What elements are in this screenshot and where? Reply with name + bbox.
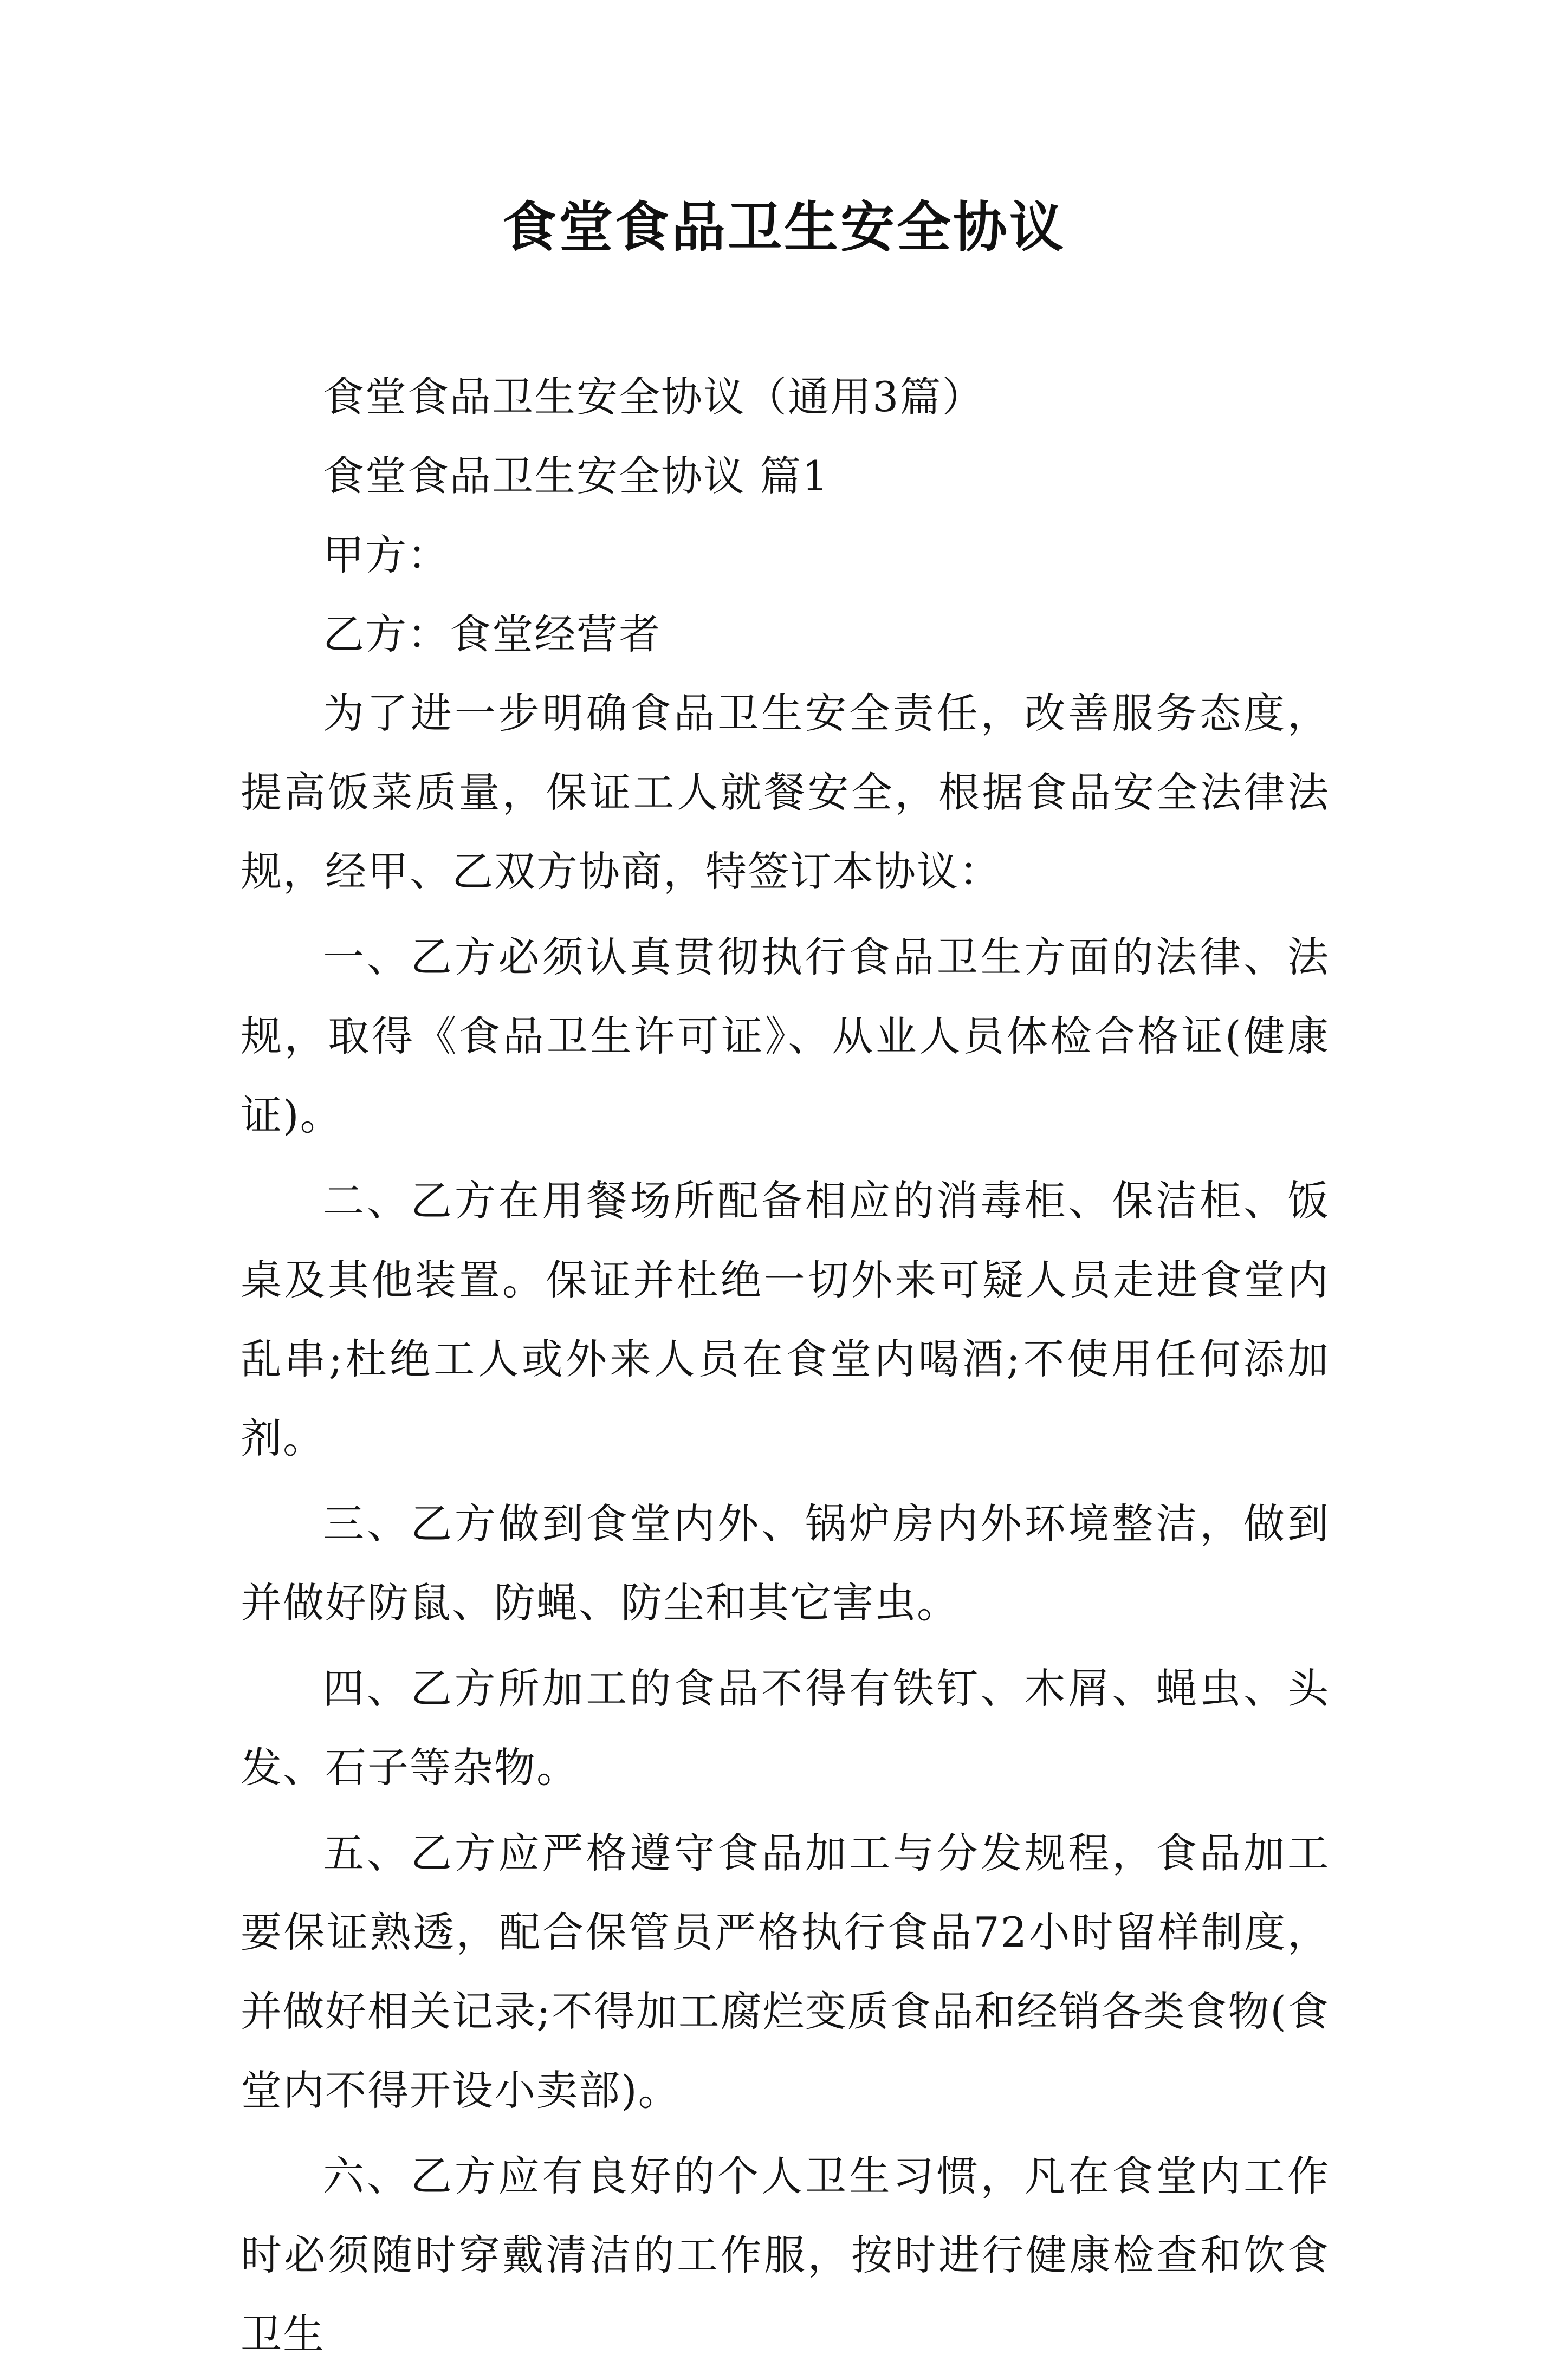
document-title: 食堂食品卫生安全协议	[502, 196, 1066, 259]
paragraph-article-heading: 食堂食品卫生安全协议 篇1	[323, 452, 830, 500]
paragraph-party-b: 乙方：食堂经营者	[323, 610, 661, 658]
paragraph-subtitle: 食堂食品卫生安全协议（通用3篇）	[323, 373, 984, 421]
paragraph-party-a: 甲方：	[323, 531, 450, 579]
document-body	[241, 358, 1330, 2374]
paragraph-preamble: 为了进一步明确食品卫生安全责任，改善服务态度，提高饭菜质量，保证工人就餐安全，根据食品安全法律法规，经甲、乙双方协商，特签订本协议：	[241, 689, 1330, 896]
paragraph-clause-3: 三、乙方做到食堂内外、锅炉房内外环境整洁，做到并做好防鼠、防蝇、防尘和其它害虫。	[241, 1500, 1330, 1627]
paragraph-clause-5: 五、乙方应严格遵守食品加工与分发规程，食品加工要保证熟透，配合保管员严格执行食品72小时留样制度，并做好相关记录;不得加工腐烂变质食品和经销各类食物(食堂内不得开设小卖部)。	[241, 1829, 1330, 2114]
paragraph-clause-6: 六、乙方应有良好的个人卫生习惯，凡在食堂内工作时必须随时穿戴清洁的工作服，按时进行健康检查和饮食卫生	[241, 2152, 1330, 2358]
paragraph-clause-4: 四、乙方所加工的食品不得有铁钉、木屑、蝇虫、头发、石子等杂物。	[241, 1664, 1330, 1792]
paragraph-clause-2: 二、乙方在用餐场所配备相应的消毒柜、保洁柜、饭桌及其他装置。保证并杜绝一切外来可疑人员走进食堂内乱串;杜绝工人或外来人员在食堂内喝酒;不使用任何添加剂。	[241, 1177, 1330, 1462]
paragraph-clause-1: 一、乙方必须认真贯彻执行食品卫生方面的法律、法规，取得《食品卫生许可证》、从业人员体检合格证(健康证)。	[241, 933, 1330, 1139]
